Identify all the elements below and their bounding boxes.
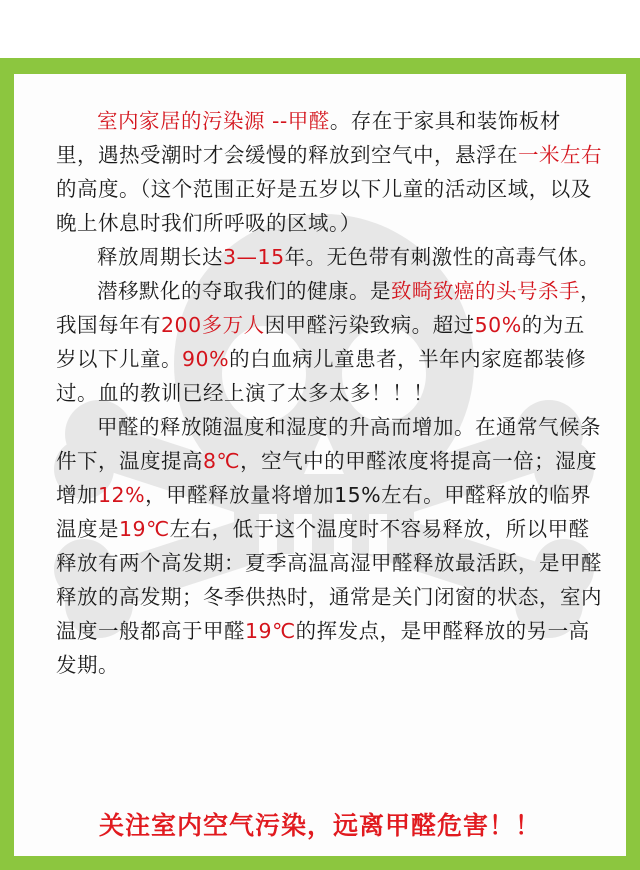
text-segment: 致畸致癌的头号杀手 [391,279,580,303]
text-segment: 。存在于家具和装饰板材里，遇热受潮时才会缓慢的释放到空气中，悬浮在 [56,109,561,167]
text-segment: 3—15 [223,245,285,269]
text-segment: 19℃ [245,619,296,643]
text-segment: 的白血病儿童患者，半年内家庭都装修过。血的教训已经上演了太多太多！！！ [56,347,587,405]
text-segment: 年。无色带有刺激性的高毒气体。 [284,245,600,269]
text-segment: 的挥发点，是甲醛释放的另一高发期。 [56,619,590,677]
text-segment: 一米左右 [518,143,602,167]
text-segment: ，空气中的甲醛浓度将提高一倍；湿度增加 [56,449,598,507]
top-margin [0,0,640,58]
text-segment: 200多万人 [161,313,265,337]
text-segment: 释放周期长达 [97,245,223,269]
text-segment: 室内家居的污染源 --甲醛 [97,109,330,133]
text-panel [14,74,626,856]
article-body [14,74,626,682]
paragraph-3 [56,274,602,410]
text-segment: 19℃ [119,517,170,541]
text-segment: 90% [182,347,230,371]
text-segment: 左右，低于这个温度时不容易释放，所以甲醛释放有两个高发期：夏季高温高湿甲醛释放最活跃，是甲醛释放的高发期；冬季供热时，通常是关门闭窗的状态，室内温度一般都高于甲醛 [56,517,602,643]
text-segment: 因甲醛污染致病。超过 [264,313,475,337]
paragraph-1 [56,104,602,240]
text-segment: 潜移默化的夺取我们的健康。是 [97,279,391,303]
paragraph-4 [56,410,602,682]
text-segment: 的为五岁以下儿童。 [56,313,585,371]
text-segment: 12% [98,483,146,507]
text-segment: ，我国每年有 [56,279,601,337]
text-segment: 甲醛的释放随温度和湿度的升高而增加。在通常气候条件下，温度提高 [56,415,601,473]
text-segment: 50% [474,313,522,337]
text-segment: ，甲醛释放量将增加15%左右。甲醛释放的临界温度是 [56,483,592,541]
green-frame [0,58,640,870]
paragraph-2 [56,240,602,274]
footer-slogan: 关注室内空气污染，远离甲醛危害！！ [98,811,541,840]
text-segment: 8℃ [203,449,241,473]
text-segment: 的高度。（这个范围正好是五岁以下儿童的活动区域，以及晚上休息时我们所呼吸的区域。） [56,177,592,235]
